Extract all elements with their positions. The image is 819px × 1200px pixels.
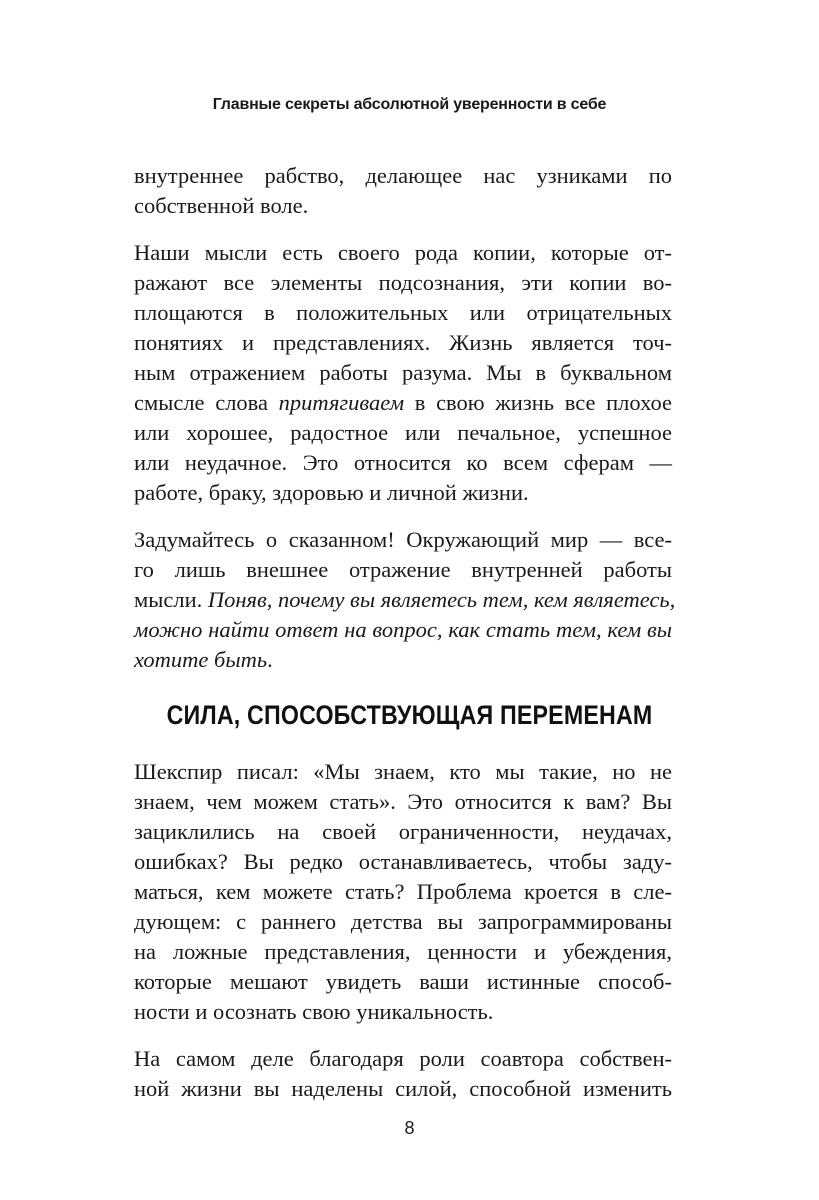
text-line: на ложные представления, ценности и убеждения,	[134, 939, 672, 964]
paragraph	[134, 238, 672, 508]
text-line: Наши мысли есть своего рода копии, которые от-	[134, 240, 672, 265]
text-fragment: смысле слова	[134, 390, 279, 415]
italic-emphasis: Поняв, почему вы являетесь тем, кем являетесь,	[207, 587, 676, 612]
text-block-top	[134, 161, 676, 675]
text-line: или неудачное. Это относится ко всем сферам —	[134, 450, 672, 475]
text-block-bottom	[134, 757, 672, 1104]
text-line: знаем, чем можем стать». Это относится к вам? Вы	[134, 789, 672, 814]
text-line: площаются в положительных или отрицательных	[134, 300, 672, 325]
text-line	[134, 615, 672, 645]
paragraph	[134, 161, 672, 221]
paragraph	[134, 1044, 672, 1104]
text-line: или хорошее, радостное или печальное, успешное	[134, 420, 672, 445]
text-line: Задумайтесь о сказанном! Окружающий мир — все-	[134, 527, 672, 552]
running-header: Главные секреты абсолютной уверенности в себе	[212, 96, 607, 113]
text-fragment: .	[267, 647, 273, 672]
text-line: маться, кем можете стать? Проблема кроется в сле-	[134, 879, 672, 904]
text-fragment: мысли.	[134, 587, 208, 612]
text-line: На самом деле благодаря роли соавтора собствен-	[134, 1046, 672, 1071]
text-line: ражают все элементы подсознания, эти копии во-	[134, 270, 672, 295]
italic-emphasis: можно найти ответ на вопрос, как стать тем, кем вы	[134, 617, 672, 642]
text-line	[134, 388, 672, 418]
text-line: Шекспир писал: «Мы знаем, кто мы такие, но не	[134, 759, 672, 784]
text-line: дующем: с раннего детства вы запрограммированы	[134, 909, 672, 934]
text-line: зациклились на своей ограниченности, неудачах,	[134, 819, 672, 844]
text-line: понятиях и представлениях. Жизнь является точ-	[134, 330, 672, 355]
text-line: го лишь внешнее отражение внутренней работы	[134, 557, 672, 582]
page-number: 8	[404, 1118, 415, 1138]
text-line: ной жизни вы наделены силой, способной изменить	[134, 1076, 672, 1101]
text-line: ности и осознать свою уникальность.	[134, 999, 494, 1024]
paragraph	[134, 757, 672, 1027]
italic-emphasis: хотите быть	[134, 647, 268, 672]
text-line	[134, 585, 676, 615]
text-line: которые мешают увидеть ваши истинные способ-	[134, 969, 672, 994]
text-line: ным отражением работы разума. Мы в буквальном	[134, 360, 672, 385]
paragraph	[134, 525, 676, 675]
text-fragment: в свою жизнь все плохое	[404, 390, 672, 415]
text-line: работе, браку, здоровью и личной жизни.	[134, 480, 529, 505]
section-heading: СИЛА, СПОСОБСТВУЮЩАЯ ПЕРЕМЕНАМ	[166, 700, 653, 730]
text-line	[134, 645, 672, 675]
text-line: внутреннее рабство, делающее нас узниками по	[134, 163, 672, 188]
text-line: ошибках? Вы редко останавливаетесь, чтобы заду-	[134, 849, 672, 874]
italic-emphasis: притягиваем	[278, 390, 405, 415]
text-line: собственной воле.	[134, 193, 309, 218]
